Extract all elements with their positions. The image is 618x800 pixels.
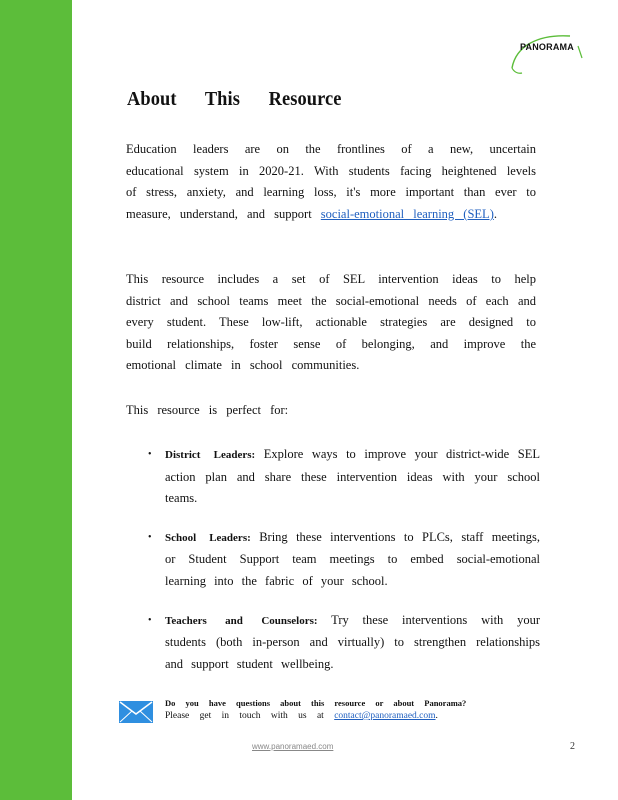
audience-text: Explore ways to improve your district-wide SEL action plan and share these intervention ideas with your school teams.	[165, 447, 540, 506]
envelope-icon	[119, 701, 153, 723]
intro-paragraph	[126, 139, 536, 225]
page-number: 2	[570, 741, 575, 752]
contact-email-link[interactable]: contact@panoramaed.com	[334, 711, 436, 721]
list-item	[148, 527, 540, 593]
contact-question: Do you have questions about this resource or about Panorama?	[165, 698, 467, 708]
page-title: About This Resource	[127, 88, 342, 110]
audience-label: Teachers and Counselors:	[165, 614, 318, 627]
panorama-logo	[508, 28, 590, 76]
sel-link[interactable]: social-emotional learning (SEL)	[320, 206, 494, 221]
green-side-bar	[0, 0, 72, 800]
audience-intro: This resource is perfect for:	[126, 403, 289, 417]
contact-end: .	[435, 711, 438, 721]
audience-list	[148, 444, 540, 692]
footer-website-link[interactable]: www.panoramaed.com	[252, 742, 334, 751]
contact-block	[165, 697, 466, 723]
intro-period: .	[493, 206, 497, 221]
audience-label: District Leaders:	[165, 449, 256, 461]
audience-text: Try these interventions with your students (both in-person and virtually) to strengthen relationships and support student wellbeing.	[165, 612, 541, 671]
audience-text: Bring these interventions to PLCs, staff meetings, or Student Support team meetings to embed social-emotional learning into the fabric of your school.	[165, 529, 540, 588]
contact-prompt: Please get in touch with us at	[165, 711, 324, 721]
list-item	[148, 610, 540, 676]
list-item	[148, 444, 540, 510]
contact-line	[165, 710, 466, 723]
logo-wordmark: PANORAMA	[520, 42, 574, 52]
intro-text: Education leaders are on the frontlines of a new, uncertain educational system in 2020-21. With students facing heightened levels of stress, anxiety, and learning loss, it's more important than ever to measure, understand, and support	[126, 142, 536, 221]
audience-label: School Leaders:	[165, 531, 251, 544]
resource-paragraph: This resource includes a set of SEL intervention ideas to help district and school teams meet the social-emotional needs of each and every student. These low-lift, actionable strategies are designed to build relationships, foster sense of belonging, and improve the emotional climate in school communities.	[126, 272, 536, 373]
bullet-icon: •	[148, 449, 152, 460]
bullet-icon: •	[148, 531, 152, 543]
bullet-icon: •	[148, 614, 152, 626]
